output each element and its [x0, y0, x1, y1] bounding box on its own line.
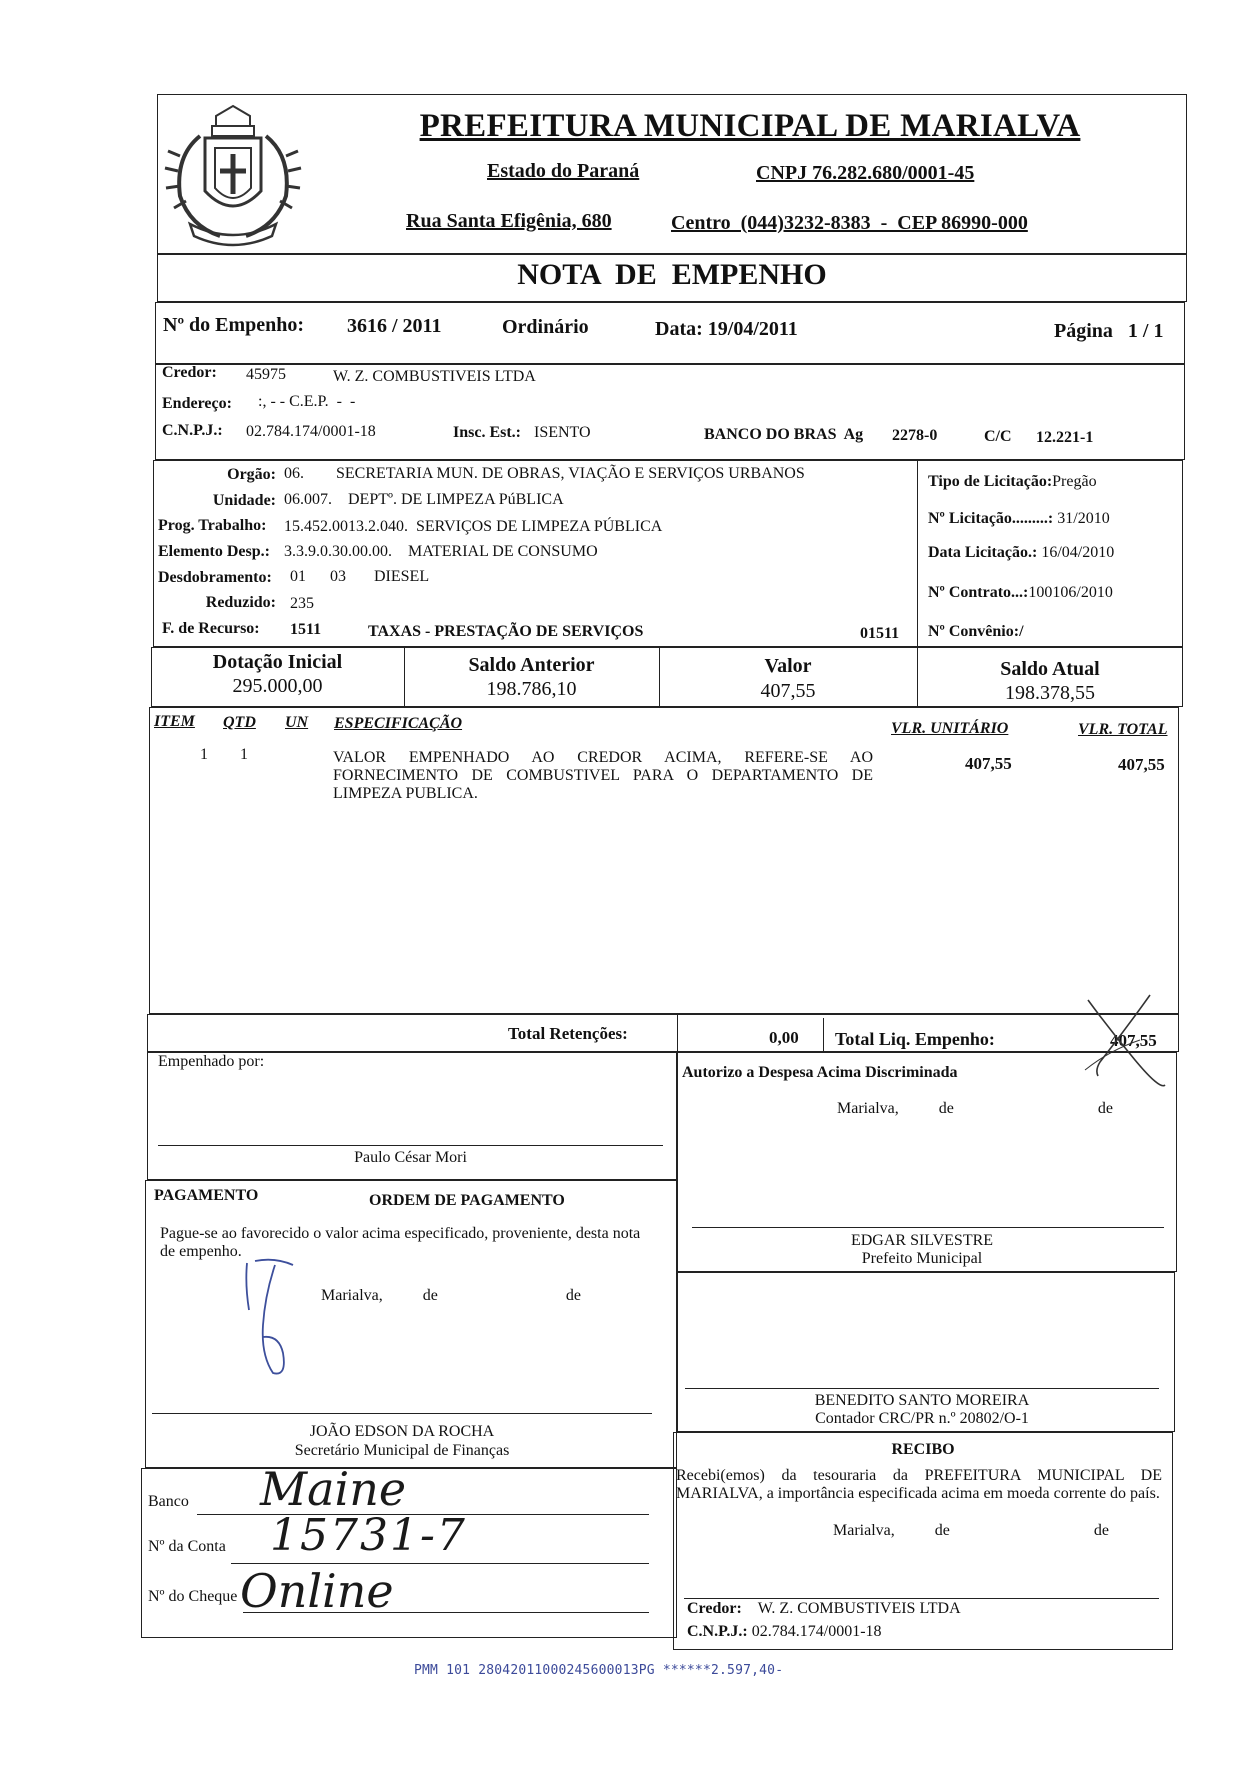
- recurso-value: 1511: [290, 621, 322, 638]
- empenho-type: Ordinário: [502, 316, 589, 338]
- tipo-licitacao-value: Pregão: [1052, 473, 1097, 490]
- conta-handwritten: 15731-7: [270, 1510, 467, 1561]
- handwritten-initials: [235, 1255, 315, 1380]
- recibo-cnpj: [687, 1623, 882, 1641]
- secretario-signature-line: [152, 1413, 652, 1414]
- endereco-label: Endereço:: [162, 395, 232, 412]
- empenhado-label: Empenhado por:: [158, 1053, 265, 1070]
- prefeito-signature-line: [692, 1227, 1164, 1228]
- prefeito-cargo: Prefeito Municipal: [861, 1250, 983, 1267]
- footer-stamp: PMM 101 28042011000245600013PG ******2.597,40-: [414, 1663, 784, 1678]
- tipo-licitacao-key: Tipo de Licitação:: [928, 473, 1053, 490]
- item-row-item: 1: [200, 746, 208, 763]
- cnpj-label: CNPJ 76.282.680/0001-45: [756, 162, 975, 184]
- contrato-key: Nº Contrato...:: [928, 584, 1029, 601]
- empenho-number: 3616 / 2011: [347, 315, 442, 337]
- reduzido-label: Reduzido:: [205, 594, 276, 611]
- secretario-cargo: Secretário Municipal de Finanças: [294, 1442, 510, 1459]
- item-header: ITEM: [154, 713, 195, 730]
- recibo-credor-value: W. Z. COMBUSTIVEIS LTDA: [757, 1600, 961, 1617]
- elemento-label: Elemento Desp.:: [158, 543, 270, 560]
- conta-label: Nº da Conta: [148, 1538, 226, 1555]
- item-row-qtd: 1: [240, 746, 248, 763]
- licitacao-number: [928, 510, 1110, 528]
- recibo-credor-label: Credor:: [687, 1600, 742, 1617]
- dotacao-inicial-value: 295.000,00: [232, 675, 323, 697]
- total-retencoes-label: Total Retenções:: [508, 1024, 628, 1043]
- contador-nome: BENEDITO SANTO MOREIRA: [814, 1392, 1030, 1409]
- contrato-value: 100106/2010: [1028, 584, 1113, 601]
- prog-label: Prog. Trabalho:: [158, 517, 267, 534]
- desdobramento-value: 01 03 DIESEL: [290, 568, 430, 585]
- secretario-nome: JOÃO EDSON DA ROCHA: [309, 1423, 495, 1440]
- empenhado-nome: Paulo César Mori: [354, 1149, 467, 1166]
- recurso-label: F. de Recurso:: [162, 620, 260, 637]
- cnpj-credor-value: 02.784.174/0001-18: [246, 423, 376, 440]
- licitacao-date-key: Data Licitação.:: [928, 544, 1038, 561]
- autorizo-label: Autorizo a Despesa Acima Discriminada: [682, 1064, 958, 1081]
- recibo-cnpj-value: 02.784.174/0001-18: [751, 1623, 882, 1640]
- empenho-number-label: Nº do Empenho:: [163, 314, 305, 336]
- agencia-value: 2278-0: [892, 427, 938, 444]
- reduzido-value: 235: [290, 595, 314, 612]
- licitacao-number-key: Nº Licitação.........:: [928, 510, 1054, 527]
- total-retencoes-value: 0,00: [769, 1028, 799, 1047]
- licitacao-date-value: 16/04/2010: [1041, 544, 1115, 561]
- vlr-unitario-header: VLR. UNITÁRIO: [891, 720, 1009, 737]
- saldo-atual-label: Saldo Atual: [1000, 658, 1100, 680]
- unidade-value: 06.007. DEPTº. DE LIMPEZA PúBLICA: [284, 491, 564, 508]
- cheque-handwritten: Online: [240, 1564, 394, 1618]
- prefeitura-title: PREFEITURA MUNICIPAL DE MARIALVA: [419, 108, 1081, 144]
- elemento-value: 3.3.9.0.30.00.00. MATERIAL DE CONSUMO: [284, 543, 598, 560]
- unidade-label: Unidade:: [212, 492, 276, 509]
- licitacao-number-value: 31/2010: [1057, 510, 1110, 527]
- pagamento-texto: Pague-se ao favorecido o valor acima especificado, proveniente, desta nota de empenho.: [160, 1225, 641, 1260]
- prog-value: 15.452.0013.2.040. SERVIÇOS DE LIMPEZA PÚBLICA: [284, 518, 663, 535]
- credor-box: [155, 364, 1185, 460]
- contador-cargo: Contador CRC/PR n.º 20802/O-1: [815, 1410, 1029, 1427]
- empenhado-signature-line: [158, 1145, 663, 1146]
- prefeito-nome: EDGAR SILVESTRE: [850, 1232, 994, 1249]
- banco-label: BANCO DO BRAS Ag: [704, 426, 864, 443]
- state-label: Estado do Paraná: [487, 160, 640, 182]
- page-number: Página 1 / 1: [1054, 320, 1164, 342]
- recurso-description: TAXAS - PRESTAÇÃO DE SERVIÇOS: [368, 623, 644, 640]
- recibo-texto: Recebi(emos) da tesouraria da PREFEITURA MUNICIPAL DE MARIALVA, a importância especificada acima em moeda corrente do país.: [676, 1467, 1162, 1502]
- coat-of-arms-logo: [160, 96, 306, 248]
- item-row-especificacao: VALOR EMPENHADO AO CREDOR ACIMA, REFERE-SE AO FORNECIMENTO DE COMBUSTIVEL PARA O DEPARTAMENTO DE LIMPEZA PUBLICA.: [333, 749, 873, 802]
- totais-box: [147, 1014, 1179, 1052]
- ordem-pagamento-label: ORDEM DE PAGAMENTO: [369, 1192, 565, 1209]
- insc-value: ISENTO: [534, 424, 591, 441]
- cc-label: C/C: [984, 428, 1012, 445]
- valor-label: Valor: [764, 655, 812, 677]
- doc-title: NOTA DE EMPENHO: [517, 258, 827, 291]
- item-row-unit-value: 407,55: [965, 754, 1012, 773]
- dotacao-inicial-label: Dotação Inicial: [212, 651, 343, 673]
- orgao-label: Orgão:: [227, 466, 276, 483]
- pagamento-label: PAGAMENTO: [154, 1187, 259, 1204]
- saldo-anterior-value: 198.786,10: [486, 678, 577, 700]
- total-liquido-value: 407,55: [1110, 1031, 1157, 1050]
- empenho-date: Data: 19/04/2011: [655, 318, 798, 340]
- credor-name: W. Z. COMBUSTIVEIS LTDA: [333, 368, 536, 385]
- recibo-signature-line: [684, 1598, 1159, 1599]
- credor-label: Credor:: [162, 364, 217, 381]
- desdobramento-label: Desdobramento:: [158, 569, 272, 586]
- recibo-title: RECIBO: [891, 1441, 955, 1458]
- autorizo-marialva-de: Marialva, de de: [837, 1100, 1113, 1117]
- tipo-licitacao-label: [928, 473, 1097, 491]
- address-label: Rua Santa Efigênia, 680: [406, 210, 612, 232]
- un-header: UN: [285, 714, 309, 731]
- credor-code: 45975: [246, 366, 286, 383]
- banco-label: Banco: [148, 1493, 189, 1510]
- orgao-value: 06. SECRETARIA MUN. DE OBRAS, VIAÇÃO E SERVIÇOS URBANOS: [284, 465, 805, 482]
- recurso-code: 01511: [860, 625, 900, 642]
- saldo-atual-value: 198.378,55: [1005, 682, 1095, 704]
- qtd-header: QTD: [223, 714, 256, 731]
- licitacao-divider: [917, 460, 918, 647]
- vlr-total-header: VLR. TOTAL: [1078, 721, 1168, 738]
- endereco-value: :, - - C.E.P. - -: [258, 393, 356, 410]
- totais-divider-1: [677, 1014, 678, 1052]
- recibo-marialva-de: Marialva, de de: [833, 1522, 1109, 1539]
- totais-divider-2: [823, 1018, 824, 1052]
- cnpj-credor-label: C.N.P.J.:: [162, 422, 223, 439]
- district-phone-cep: Centro (044)3232-8383 - CEP 86990-000: [671, 212, 1028, 234]
- recibo-cnpj-label: C.N.P.J.:: [687, 1623, 748, 1640]
- cheque-label: Nº do Cheque: [148, 1588, 238, 1605]
- insc-label: Insc. Est.:: [453, 424, 522, 441]
- recibo-credor: [687, 1600, 961, 1618]
- item-row-total-value: 407,55: [1118, 755, 1165, 774]
- total-liquido-label: Total Liq. Empenho:: [835, 1029, 995, 1049]
- licitacao-date: [928, 544, 1114, 562]
- convenio-label: Nº Convênio:/: [928, 623, 1024, 640]
- pagamento-marialva-de: Marialva, de de: [321, 1287, 581, 1304]
- contador-signature-line: [685, 1388, 1159, 1389]
- valor-value: 407,55: [760, 680, 816, 702]
- cc-value: 12.221-1: [1036, 429, 1094, 446]
- especificacao-header: ESPECIFICAÇÃO: [334, 715, 463, 732]
- contrato-number: [928, 584, 1113, 602]
- banco-handwritten: Maine: [260, 1462, 407, 1516]
- saldo-anterior-label: Saldo Anterior: [468, 654, 595, 676]
